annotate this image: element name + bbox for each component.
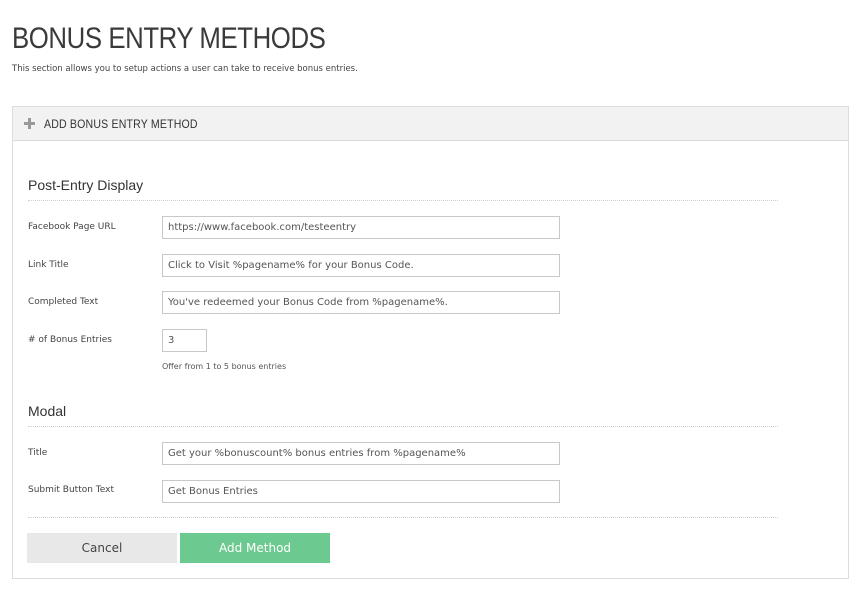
bonus-entries-label: # of Bonus Entries [28, 335, 112, 345]
post-entry-section-title: Post-Entry Display [28, 177, 144, 193]
page-description: This section allows you to setup actions a user can take to receive bonus entries. [12, 64, 358, 74]
post-entry-divider [28, 200, 778, 201]
completed-text-label: Completed Text [28, 297, 99, 307]
completed-text-input[interactable] [162, 291, 560, 314]
bonus-entries-hint: Offer from 1 to 5 bonus entries [162, 362, 287, 371]
plus-icon [24, 118, 35, 129]
add-method-header[interactable] [13, 107, 848, 141]
modal-title-input[interactable] [162, 442, 560, 465]
link-title-input[interactable] [162, 254, 560, 277]
modal-divider [28, 426, 778, 427]
page-title: BONUS ENTRY METHODS [12, 22, 326, 55]
link-title-label: Link Title [28, 260, 69, 270]
actions-divider [28, 517, 778, 518]
bonus-entries-input[interactable] [162, 329, 207, 352]
modal-section-title: Modal [28, 403, 67, 419]
add-method-button[interactable]: Add Method [180, 533, 330, 563]
add-method-header-label: ADD BONUS ENTRY METHOD [44, 116, 198, 131]
add-method-panel [12, 106, 849, 579]
facebook-url-label: Facebook Page URL [28, 222, 116, 232]
facebook-url-input[interactable] [162, 216, 560, 239]
cancel-button[interactable]: Cancel [27, 533, 177, 563]
submit-text-label: Submit Button Text [28, 485, 114, 495]
submit-text-input[interactable] [162, 480, 560, 503]
modal-title-label: Title [28, 448, 48, 458]
